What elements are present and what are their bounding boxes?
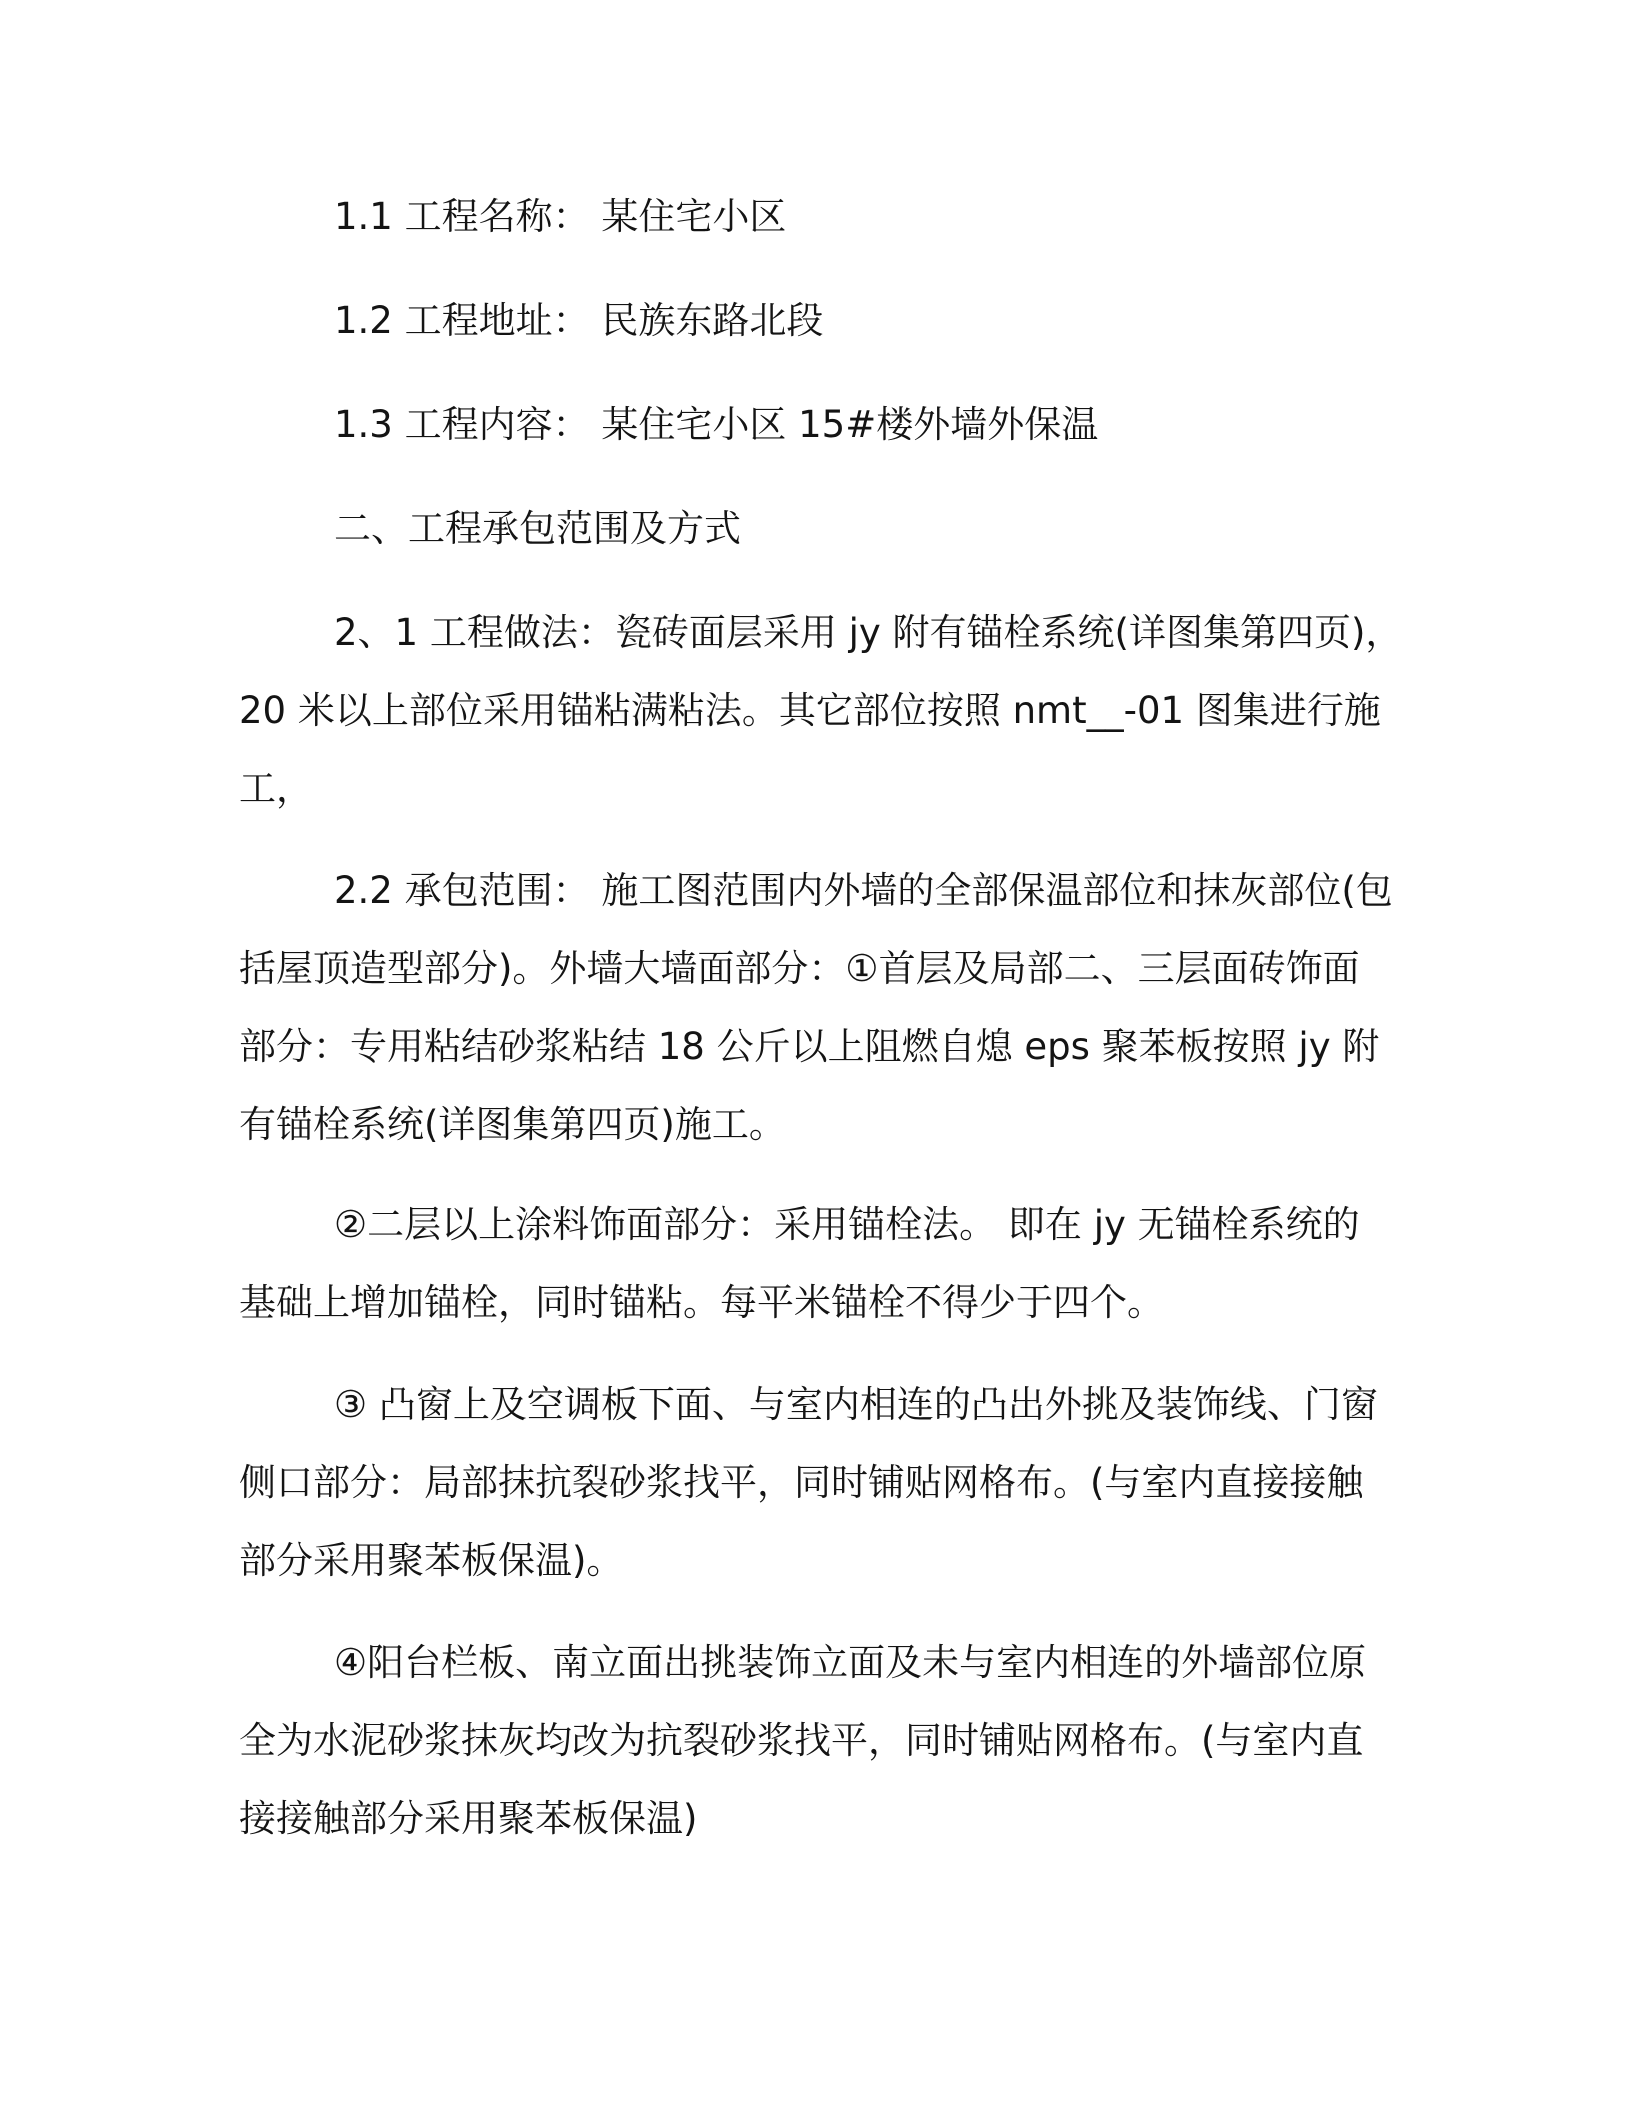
method-paragraph-line-3: 工， [239,767,313,810]
item-2-line-1: ②二层以上涂料饰面部分：采用锚栓法。 即在 jy 无锚栓系统的 [334,1203,1360,1246]
item-4-line-3: 接接触部分采用聚苯板保温) [239,1797,698,1840]
item-4-line-2: 全为水泥砂浆抹灰均改为抗裂砂浆找平，同时铺贴网格布。(与室内直 [239,1719,1364,1762]
method-paragraph-line-2: 20 米以上部位采用锚粘满粘法。其它部位按照 nmt__-01 图集进行施 [239,689,1381,732]
item-2-line-2: 基础上增加锚栓，同时锚粘。每平米锚栓不得少于四个。 [239,1281,1164,1324]
item-3-line-3: 部分采用聚苯板保温)。 [239,1539,624,1582]
scope-paragraph-line-3: 部分：专用粘结砂浆粘结 18 公斤以上阻燃自熄 eps 聚苯板按照 jy 附 [239,1025,1380,1068]
scope-paragraph-line-1: 2.2 承包范围： 施工图范围内外墙的全部保温部位和抹灰部位(包 [334,869,1393,912]
item-3-line-2: 侧口部分：局部抹抗裂砂浆找平，同时铺贴网格布。(与室内直接接触 [239,1461,1364,1504]
project-name-line: 1.1 工程名称： 某住宅小区 [334,195,787,238]
section-heading: 二、工程承包范围及方式 [334,507,741,550]
project-address-line: 1.2 工程地址： 民族东路北段 [334,299,824,342]
scope-paragraph-line-4: 有锚栓系统(详图集第四页)施工。 [239,1103,786,1146]
project-content-line: 1.3 工程内容： 某住宅小区 15#楼外墙外保温 [334,403,1099,446]
method-paragraph-line-1: 2、1 工程做法：瓷砖面层采用 jy 附有锚栓系统(详图集第四页)， [334,611,1403,654]
item-3-line-1: ③ 凸窗上及空调板下面、与室内相连的凸出外挑及装饰线、门窗 [334,1383,1378,1426]
item-4-line-1: ④阳台栏板、南立面出挑装饰立面及未与室内相连的外墙部位原 [334,1641,1367,1684]
scope-paragraph-line-2: 括屋顶造型部分)。外墙大墙面部分：①首层及局部二、三层面砖饰面 [239,947,1360,990]
